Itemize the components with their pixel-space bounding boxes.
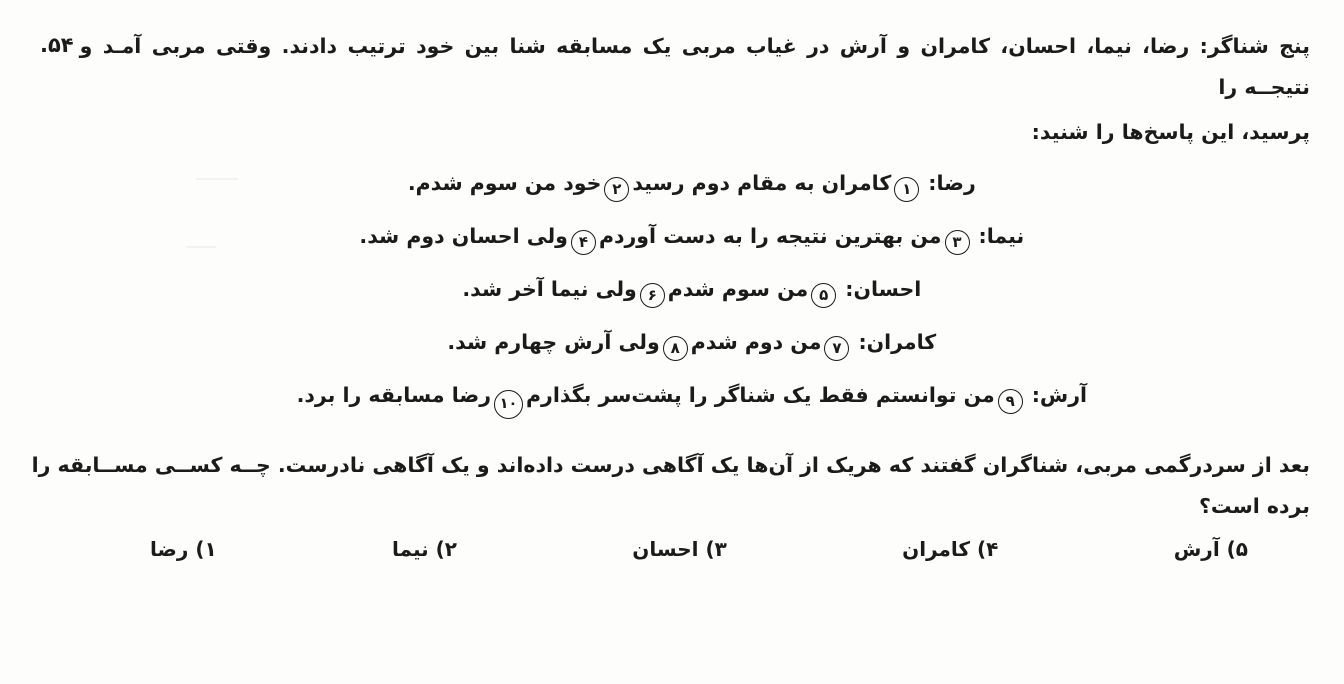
statement-nima: [74, 216, 1310, 257]
option-1[interactable]: ۱) رضا: [150, 537, 217, 561]
marker-circle-8: ۸: [663, 336, 688, 361]
option-3[interactable]: ۳) احسان: [632, 537, 727, 561]
statement-ehsan: [74, 269, 1310, 310]
marker-circle-2: ۲: [604, 177, 629, 202]
speaker-name: احسان:: [845, 277, 922, 301]
closing-line-1: بعد از سردرگمی مربی، شناگران گفتند که هریک از آن‌ها یک آگاهی درست داده‌اند و یک آگاهی نادرست. چــه کســی مســابقه را: [31, 453, 1310, 477]
speaker-name: کامران:: [858, 330, 937, 354]
marker-circle-9: ۹: [998, 389, 1023, 414]
statement-kamran: [74, 322, 1310, 363]
statement-part-b: خود من سوم شدم.: [407, 171, 602, 195]
marker-circle-7: ۷: [824, 336, 849, 361]
answer-options: [0, 537, 1344, 561]
question-closing: [0, 445, 1344, 527]
question-number: ۵۴.: [40, 33, 74, 57]
question-body: [74, 26, 1310, 431]
speaker-name: رضا:: [928, 171, 976, 195]
closing-line-2: برده است؟: [1199, 494, 1310, 518]
speaker-name: آرش:: [1031, 383, 1088, 407]
question-stem-line-1: پنج شناگر: رضا، نیما، احسان، کامران و آرش در غیاب مربی یک مسابقه شنا بین خود ترتیب دادند. وقتی مربی آمـد و نتیجــه را: [79, 34, 1310, 99]
marker-circle-10: ۱۰: [494, 390, 523, 419]
statement-part-b: ولی نیما آخر شد.: [462, 277, 637, 301]
statement-part-b: ولی احسان دوم شد.: [359, 224, 568, 248]
option-2[interactable]: ۲) نیما: [392, 537, 457, 561]
marker-circle-5: ۵: [811, 283, 836, 308]
statement-part-a: من بهترین نتیجه را به دست آوردم: [598, 224, 942, 248]
statement-part-a: من سوم شدم: [667, 277, 809, 301]
statement-part-b: ولی آرش چهارم شد.: [447, 330, 660, 354]
marker-circle-6: ۶: [640, 283, 665, 308]
statement-part-a: من توانستم فقط یک شناگر را پشت‌سر بگذارم: [526, 383, 995, 407]
option-5[interactable]: ۵) آرش: [1173, 537, 1248, 561]
statement-arash: [74, 375, 1310, 419]
marker-circle-4: ۴: [571, 230, 596, 255]
marker-circle-3: ۳: [945, 230, 970, 255]
statement-part-b: رضا مسابقه را برد.: [296, 383, 492, 407]
paper-smudge: [186, 246, 216, 248]
statement-part-a: من دوم شدم: [690, 330, 822, 354]
paper-smudge: [196, 178, 238, 180]
statement-reza: [74, 163, 1310, 204]
option-4[interactable]: ۴) کامران: [902, 537, 999, 561]
statement-part-a: کامران به مقام دوم رسید: [632, 171, 892, 195]
marker-circle-1: ۱: [894, 177, 919, 202]
question-stem-line-2: پرسید، این پاسخ‌ها را شنید:: [1031, 120, 1310, 144]
speaker-name: نیما:: [978, 224, 1025, 248]
